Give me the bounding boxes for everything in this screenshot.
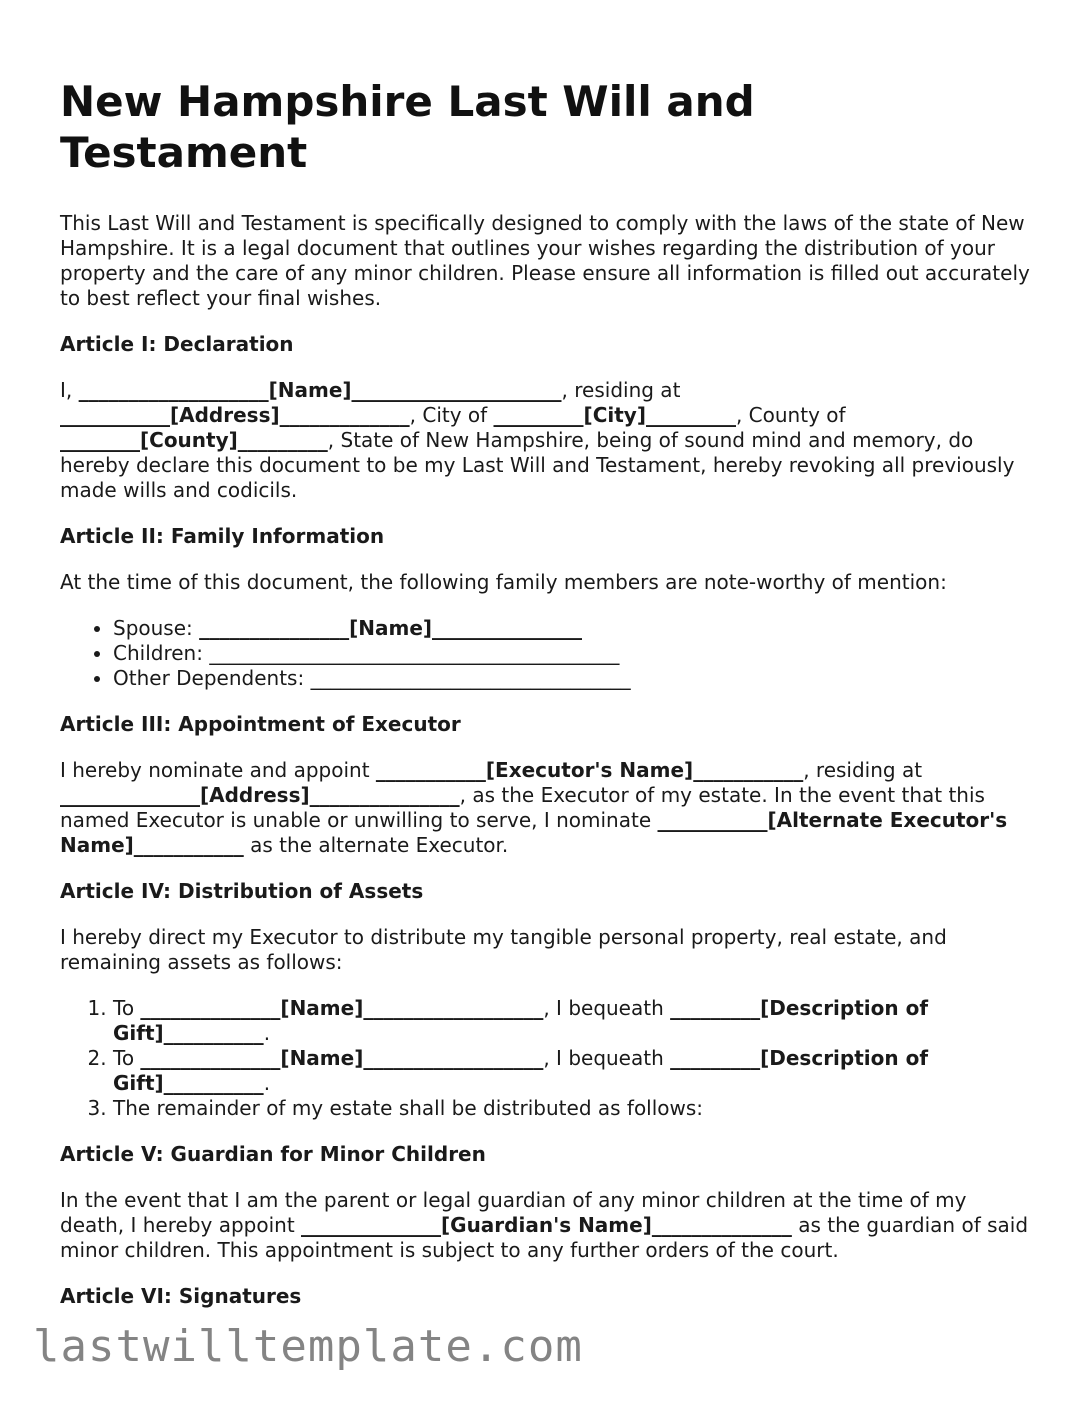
- article-3-heading: Article III: Appointment of Executor: [60, 712, 461, 736]
- item-text: , I bequeath: [543, 996, 671, 1020]
- article-1-text: , County of: [735, 403, 846, 427]
- article-4-intro: I hereby direct my Executor to distribute my tangible personal property, real estate, and remaining assets as follows:: [60, 925, 947, 974]
- list-item-dependents: [113, 666, 1030, 691]
- article-2-heading: Article II: Family Information: [60, 524, 385, 548]
- item-text: To: [113, 996, 141, 1020]
- article-1-heading: Article I: Declaration: [60, 332, 294, 356]
- page-title: New Hampshire Last Will and Testament: [60, 77, 755, 177]
- article-1-text: I,: [60, 378, 79, 402]
- article-1-text: , State of New Hampshire, being of sound mind and memory, do hereby declare this document to be my Last Will and Testament, hereby revoking all previously made wills and codicils.: [60, 428, 1015, 502]
- article-4-heading: Article IV: Distribution of Assets: [60, 879, 424, 903]
- article-3-text: as the alternate Executor.: [243, 833, 509, 857]
- beneficiary-name-blank: ______________[Name]__________________: [140, 1046, 544, 1070]
- name-blank: ___________________[Name]_____________________: [78, 378, 562, 402]
- executor-address-blank: ______________[Address]_______________: [60, 783, 460, 807]
- document-page: [60, 76, 1030, 1330]
- watermark: lastwilltemplate.com: [33, 1321, 583, 1372]
- list-item: [113, 996, 1030, 1046]
- distribution-list: [60, 996, 1030, 1121]
- county-blank: ________[County]_________: [60, 428, 328, 452]
- article-2-intro: At the time of this document, the following family members are note-worthy of mention:: [60, 570, 947, 594]
- children-blank: _________________________________________: [209, 641, 620, 665]
- article-5-paragraph: [60, 1188, 1030, 1263]
- item-text: .: [263, 1071, 271, 1095]
- article-1-text: , residing at: [561, 378, 681, 402]
- spouse-label: Spouse:: [113, 616, 200, 640]
- article-3-text: , residing at: [803, 758, 923, 782]
- children-label: Children:: [113, 641, 210, 665]
- article-3-text: , as the Executor of my estate. In the event that this named Executor is unable or unwilling to serve, I nominate: [60, 783, 985, 832]
- beneficiary-name-blank: ______________[Name]__________________: [140, 996, 544, 1020]
- intro-paragraph: This Last Will and Testament is specifically designed to comply with the laws of the state of New Hampshire. It is a legal document that outlines your wishes regarding the distribution of your property and the care of any minor children. Please ensure all information is filled out accurately to best reflect your final wishes.: [60, 211, 1030, 310]
- article-5-heading: Article V: Guardian for Minor Children: [60, 1142, 486, 1166]
- item-text: .: [263, 1021, 271, 1045]
- article-1-text: , City of: [409, 403, 494, 427]
- alternate-executor-blank: ___________[Alternate Executor's Name]___________: [60, 808, 1008, 857]
- article-3-paragraph: [60, 758, 1030, 858]
- address-blank: ___________[Address]_____________: [60, 403, 410, 427]
- gift-description-blank: _________[Description of Gift]__________: [113, 996, 929, 1045]
- article-6-heading: Article VI: Signatures: [60, 1284, 302, 1308]
- family-list: [60, 616, 1030, 691]
- dependents-blank: ________________________________: [310, 666, 631, 690]
- executor-name-blank: ___________[Executor's Name]___________: [375, 758, 804, 782]
- list-item-children: [113, 641, 1030, 666]
- item-text: To: [113, 1046, 141, 1070]
- list-item: 3. The remainder of my estate shall be distributed as follows:: [113, 1096, 1030, 1121]
- article-1-paragraph: [60, 378, 1030, 503]
- item-text: , I bequeath: [543, 1046, 671, 1070]
- guardian-name-blank: ______________[Guardian's Name]______________: [301, 1213, 792, 1237]
- list-item: [113, 1046, 1030, 1096]
- list-item-spouse: [113, 616, 1030, 641]
- article-5-text: In the event that I am the parent or legal guardian of any minor children at the time of my death, I hereby appoint: [60, 1188, 967, 1237]
- article-5-text: as the guardian of said minor children. This appointment is subject to any further orders of the court.: [60, 1213, 1029, 1262]
- city-blank: _________[City]_________: [493, 403, 736, 427]
- article-3-text: I hereby nominate and appoint: [60, 758, 376, 782]
- gift-description-blank: _________[Description of Gift]__________: [113, 1046, 929, 1095]
- spouse-name-blank: _______________[Name]_______________: [199, 616, 583, 640]
- dependents-label: Other Dependents:: [113, 666, 311, 690]
